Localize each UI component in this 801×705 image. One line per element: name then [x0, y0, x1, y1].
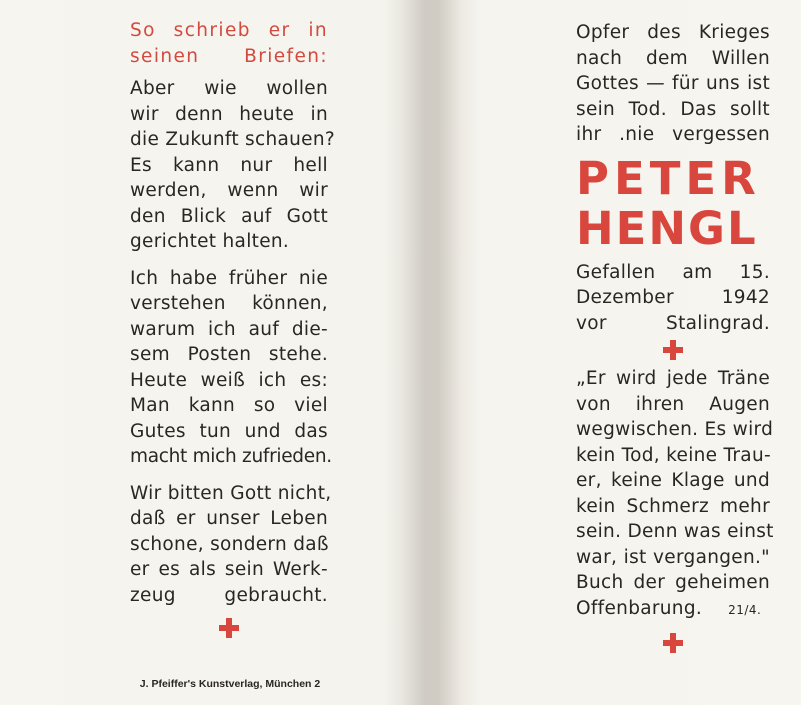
deceased-name	[576, 151, 770, 255]
text-line: von ihren Augen	[576, 393, 770, 415]
text-line: sein Tod. Das sollt	[576, 98, 770, 120]
text-line: sein. Denn was einst	[576, 521, 774, 542]
text-line: vor Stalingrad.	[576, 312, 770, 334]
publisher-imprint: J. Pfeiffer's Kunstverlag, München 2	[139, 678, 321, 690]
text-line: warum ich auf die-	[130, 318, 328, 340]
intro-text	[576, 20, 770, 148]
text-line: kein Tod, keine Trau-	[576, 444, 771, 466]
red-cross-icon	[219, 618, 239, 638]
text-line: Ich habe früher nie	[130, 267, 328, 289]
text-line: Dezember 1942	[576, 287, 770, 308]
text-line: macht mich zufrieden.	[130, 446, 332, 467]
scripture-source	[576, 570, 770, 623]
text-line: werden, wenn wir	[130, 180, 328, 201]
text-line: Buch der geheimen	[576, 572, 770, 593]
text-line: er, keine Klage und	[576, 470, 770, 491]
text-line: Opfer des Krieges	[576, 22, 770, 43]
text-line: Gottes — für uns ist	[576, 73, 770, 94]
text-line: Wir bitten Gott nicht,	[130, 482, 332, 504]
text-line: Man kann so viel	[130, 395, 328, 416]
text-line: wegwischen. Es wird	[576, 419, 774, 440]
right-panel	[576, 20, 774, 653]
letters-heading	[130, 18, 328, 69]
scripture-quote	[576, 366, 774, 570]
text-line: Heute weiß ich es:	[130, 369, 328, 391]
text-line: war, ist vergangen."	[576, 546, 770, 568]
text-line: Aber wie wollen	[130, 78, 328, 99]
text-line: ihr .nie vergessen	[576, 124, 770, 145]
text-line: wir denn heute in	[130, 103, 328, 125]
letter-paragraph-3	[130, 481, 332, 609]
text-line: daß er unser Leben	[130, 508, 328, 529]
text-line	[576, 596, 770, 624]
heading-line: So schrieb er in	[130, 20, 328, 41]
left-panel	[130, 18, 335, 638]
death-details	[576, 260, 770, 337]
text-line: gerichtet halten.	[130, 231, 290, 252]
letter-paragraph-1	[130, 76, 335, 255]
text-line: kein Schmerz mehr	[576, 495, 770, 517]
red-cross-icon	[663, 633, 683, 653]
source-book-line: Offenbarung.	[576, 597, 703, 619]
card-fold	[402, 0, 462, 705]
heading-line: seinen Briefen:	[130, 45, 328, 67]
text-line: verstehen können,	[130, 293, 328, 314]
text-line: Gefallen am 15.	[576, 261, 770, 283]
name-line: HENGL	[576, 201, 758, 255]
text-line: schone, sondern daß	[130, 533, 329, 555]
text-line: er es als sein Werk-	[130, 559, 328, 580]
name-line: PETER	[576, 151, 761, 205]
text-line: „Er wird jede Träne	[576, 368, 770, 389]
verse-reference: 21/4.	[728, 602, 762, 617]
letter-paragraph-2	[130, 266, 332, 470]
text-line: die Zukunft schauen?	[130, 129, 335, 150]
text-line: Es kann nur hell	[130, 154, 328, 176]
text-line: nach dem Willen	[576, 47, 770, 69]
text-line: zeug gebraucht.	[130, 584, 328, 606]
text-line: Gutes tun und das	[130, 420, 328, 442]
text-line: den Blick auf Gott	[130, 205, 328, 227]
red-cross-icon	[663, 340, 683, 360]
text-line: sem Posten stehe.	[130, 344, 328, 365]
